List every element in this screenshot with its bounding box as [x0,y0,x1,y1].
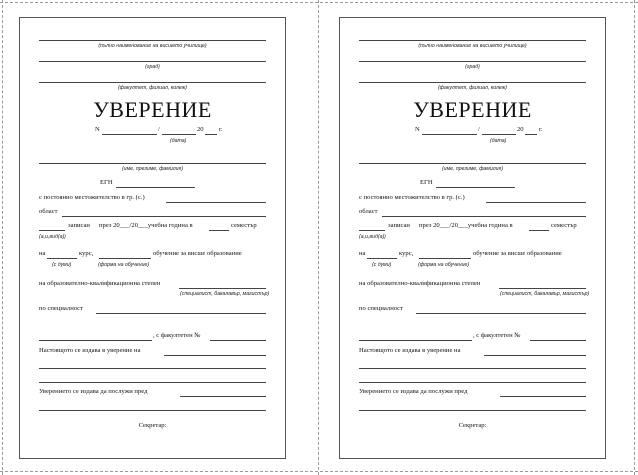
faculty-line[interactable] [39,82,266,83]
city-line[interactable] [39,61,266,62]
faculty-number-label: , с факултетен № [473,332,521,339]
city-caption: (град) [145,64,160,70]
egn-label: ЕГН [100,179,113,186]
issued-for-text: Настоящото се издава в уверение на [39,347,141,354]
date-line[interactable] [482,134,516,135]
course-caption: (с думи) [52,262,72,268]
faculty-number-line[interactable] [530,340,586,341]
study-form-line[interactable] [419,258,471,259]
study-form-line[interactable] [99,258,151,259]
enrolled-year-text: през 20___/20___учебна година в [99,222,193,229]
date-caption: (дата) [170,138,187,144]
number-line[interactable] [422,134,477,135]
cut-line-middle [318,0,319,475]
name-line[interactable] [39,163,266,164]
serves-before-line[interactable] [500,396,586,397]
issued-for-line-2[interactable] [39,368,266,369]
year-prefix: 20 [197,126,204,133]
number-prefix: N [95,126,100,133]
semester-word: семестър [231,222,257,229]
faculty-number-line[interactable] [210,340,266,341]
issued-for-line-3[interactable] [39,382,266,383]
certificate-form [339,17,606,459]
name-caption: (име, презиме, фамилия) [121,166,184,172]
faculty-caption: (факултет, филиал, колеж) [437,85,508,91]
number-prefix: N [415,126,420,133]
address-label: с постоянно местожителство в гр. (с.) [39,194,145,201]
study-text: обучение за висше образование [153,250,242,257]
semester-line[interactable] [529,230,549,231]
issued-for-line[interactable] [484,355,586,356]
year-suffix: г. [539,126,543,133]
city-line[interactable] [359,61,586,62]
address-line[interactable] [166,202,266,203]
certificate-form [19,17,286,459]
course-word: курс, [399,250,414,257]
specialty-label: по специалност [359,305,403,312]
enrolled-line[interactable] [359,230,385,231]
year-prefix: 20 [517,126,524,133]
region-line[interactable] [62,216,266,217]
number-separator: / [478,126,480,133]
document-title: УВЕРЕНИЕ [413,97,532,122]
egn-line[interactable] [116,187,195,188]
degree-caption: (специалист, бакалавър, магистър) [180,291,270,297]
specialty-line[interactable] [96,313,266,314]
serves-before-line-2[interactable] [39,410,266,411]
specialty-line-2[interactable] [359,340,472,341]
issued-for-text: Настоящото се издава в уверение на [359,347,461,354]
region-line[interactable] [382,216,586,217]
enrolled-line[interactable] [39,230,65,231]
form-caption: (форма на обучение) [98,262,150,268]
number-separator: / [158,126,160,133]
enrolled-caption: (а,и,вид(а)) [39,234,66,240]
school-caption: (пълно наименование на висшето училище) [418,43,527,49]
certificate-copy-left [0,0,318,475]
serves-before-line-2[interactable] [359,410,586,411]
name-line[interactable] [359,163,586,164]
year-line[interactable] [525,134,537,135]
form-caption: (форма на обучение) [418,262,470,268]
course-prefix: на [39,250,46,257]
course-line[interactable] [367,258,397,259]
semester-word: семестър [551,222,577,229]
certificate-copy-right [320,0,638,475]
enrolled-year-text: през 20___/20___учебна година в [419,222,513,229]
faculty-number-label: , с факултетен № [153,332,201,339]
serves-before-text: Уверението се издава да послужи пред [359,388,468,395]
faculty-line[interactable] [359,82,586,83]
specialty-line-2[interactable] [39,340,152,341]
enrolled-caption: (а,и,вид(а)) [359,234,386,240]
date-caption: (дата) [490,138,507,144]
degree-line[interactable] [179,288,266,289]
serves-before-text: Уверението се издава да послужи пред [39,388,148,395]
school-caption: (пълно наименование на висшето училище) [98,43,207,49]
school-line[interactable] [39,40,266,41]
course-line[interactable] [47,258,77,259]
semester-line[interactable] [209,230,229,231]
issued-for-line-2[interactable] [359,368,586,369]
document-title: УВЕРЕНИЕ [93,97,212,122]
year-line[interactable] [205,134,217,135]
issued-for-line[interactable] [164,355,266,356]
issued-for-line-3[interactable] [359,382,586,383]
number-line[interactable] [102,134,157,135]
degree-text: на образователно-квалификационна степен [39,280,161,287]
name-caption: (име, презиме, фамилия) [441,166,504,172]
school-line[interactable] [359,40,586,41]
egn-label: ЕГН [420,179,433,186]
course-word: курс, [79,250,94,257]
enrolled-word: записан [68,222,90,229]
secretary-label: Секретар: [138,422,167,429]
serves-before-line[interactable] [180,396,266,397]
course-prefix: на [359,250,366,257]
degree-text: на образователно-квалификационна степен [359,280,481,287]
city-caption: (град) [465,64,480,70]
degree-caption: (специалист, бакалавър, магистър) [500,291,590,297]
faculty-caption: (факултет, филиал, колеж) [117,85,188,91]
specialty-line[interactable] [416,313,586,314]
course-caption: (с думи) [372,262,392,268]
region-label: област [39,208,58,215]
date-line[interactable] [162,134,196,135]
secretary-label: Секретар: [458,422,487,429]
region-label: област [359,208,378,215]
specialty-label: по специалност [39,305,83,312]
year-suffix: г. [219,126,223,133]
study-text: обучение за висше образование [473,250,562,257]
enrolled-word: записан [388,222,410,229]
egn-line[interactable] [436,187,515,188]
address-line[interactable] [486,202,586,203]
address-label: с постоянно местожителство в гр. (с.) [359,194,465,201]
degree-line[interactable] [499,288,586,289]
